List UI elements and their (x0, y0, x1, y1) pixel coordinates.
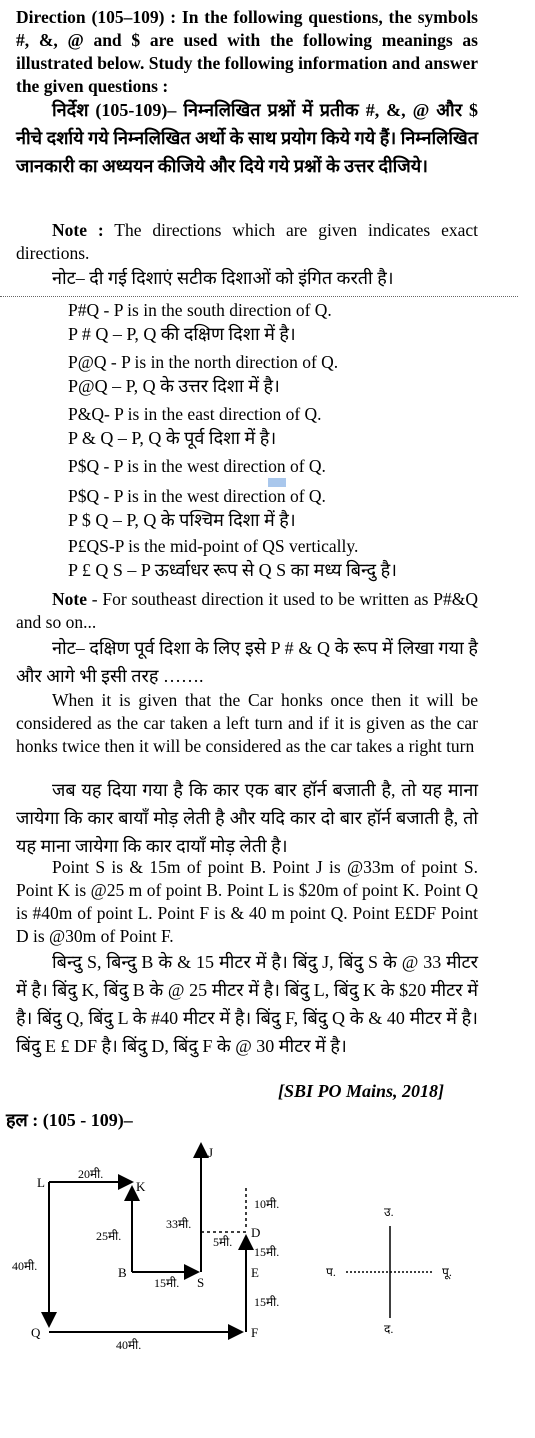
compass-east: पू. (442, 1265, 452, 1279)
symbol-line: P@Q - P is in the north direction of Q. (68, 352, 339, 372)
symbol-line: P&Q- P is in the east direction of Q. (68, 404, 322, 424)
point-f: F (251, 1325, 259, 1340)
point-e: E (251, 1265, 259, 1280)
point-k: K (136, 1179, 146, 1194)
dotted-divider (0, 296, 518, 297)
distance-bk: 25मी. (96, 1229, 122, 1243)
compass-south: द. (384, 1322, 394, 1336)
symbol-line: P@Q – P, Q के उत्तर दिशा में है। (68, 376, 280, 396)
distance-ef: 15मी. (254, 1295, 280, 1309)
distance-d-top: 10मी. (254, 1197, 280, 1211)
car-rule-hindi: जब यह दिया गया है कि कार एक बार हॉर्न बजाती है, तो यह माना जायेगा कि कार बायाँ मोड़ लेती है और यदि कार दो बार हॉर्न बजाती है, तो यह माना जायेगा कि कार दायाँ मोड़ लेती है। (16, 780, 478, 856)
points-english: Point S is & 15m of point B. Point J is @33m of point S. Point K is @25 m of point B. Point L is $20m of point K. Point Q is #40m of point L. Point F is & 40 m point Q. Point E£DF Point D is @30m of Point F. (16, 857, 478, 946)
car-rule-english: When it is given that the Car honks once then it will be considered as the car taken a left turn and if it is given as the car honks twice then it will be considered as the car takes a right turn (16, 690, 478, 756)
symbol-line: P$Q - P is in the west direction of Q. (68, 486, 326, 506)
point-q: Q (31, 1325, 41, 1340)
direction-english: Direction (105–109) : In the following questions, the symbols #, &, @ and $ are used with the following meanings as illustrated below. Study the following information and answer the given questions : (16, 7, 478, 96)
distance-lk: 20मी. (78, 1167, 104, 1181)
distance-bs: 15मी. (154, 1276, 180, 1290)
symbol-line: P$Q - P is in the west direction of Q. (68, 456, 326, 476)
distance-lq: 40मी. (12, 1259, 38, 1273)
distance-sj: 33मी. (166, 1217, 192, 1231)
distance-de: 15मी. (254, 1245, 280, 1259)
points-hindi: बिन्दु S, बिन्दु B के & 15 मीटर में है। बिंदु J, बिंदु S के @ 33 मीटर में है। बिंदु K, बिंदु B के @ 25 मीटर में है। बिंदु L, बिंदु K के $20 मीटर में है। बिंदु Q, बिंदु L के #40 मीटर में है। बिंदु F, बिंदु Q के & 40 मीटर में है। बिंदु E £ DF है। बिंदु D, बिंदु F के @ 30 मीटर में है। (16, 952, 478, 1056)
compass (326, 1205, 452, 1336)
solution-heading: हल : (105 - 109)– (6, 1110, 133, 1130)
note2-english (16, 588, 478, 634)
note2-hindi: नोट– दक्षिण पूर्व दिशा के लिए इसे P # & Q के रूप में लिखा गया है और आगे भी इसी तरह ……. (16, 638, 478, 686)
distance-ds: 5मी. (213, 1235, 233, 1249)
compass-west: प. (326, 1265, 336, 1279)
symbol-line: P & Q – P, Q के पूर्व दिशा में है। (68, 428, 277, 448)
note1-hindi: नोट– दी गई दिशाएं सटीक दिशाओं को इंगित करती है। (52, 268, 394, 288)
point-d: D (251, 1225, 261, 1240)
point-b: B (118, 1265, 127, 1280)
source-citation: [SBI PO Mains, 2018] (278, 1081, 445, 1101)
point-j: J (208, 1145, 214, 1160)
note1-english (16, 219, 478, 265)
symbol-line: P#Q - P is in the south direction of Q. (68, 300, 332, 320)
symbol-line: P £ Q S – P ऊर्ध्वाधर रूप से Q S का मध्य बिन्दु है। (68, 560, 397, 580)
direction-hindi: निर्देश (105-109)– निम्नलिखित प्रश्नों में प्रतीक #, &, @ और $ नीचे दर्शाये गये निम्नलिखित अर्थो के साथ प्रयोग किये गये हैं। निम्नलिखित जानकारी का अध्ययन कीजिये और दिये गये प्रश्नों के उत्तर दीजिये। (16, 100, 478, 176)
direction-diagram (0, 1130, 535, 1370)
point-s: S (197, 1275, 205, 1290)
symbol-line: P£QS-P is the mid-point of QS vertically. (68, 536, 359, 556)
distance-qf: 40मी. (116, 1338, 142, 1352)
note2-label: Note (52, 589, 87, 609)
symbol-line: P $ Q – P, Q के पश्चिम दिशा में है। (68, 510, 296, 530)
note1-text: The directions which are given indicates exact directions. (16, 220, 479, 263)
compass-north: उ. (384, 1205, 394, 1219)
note1-label: Note : (52, 220, 104, 240)
point-l: L (37, 1175, 45, 1190)
note2-text: - For southeast direction it used to be written as P#&Q and so on... (16, 589, 478, 632)
symbol-line: P # Q – P, Q की दक्षिण दिशा में है। (68, 324, 296, 344)
